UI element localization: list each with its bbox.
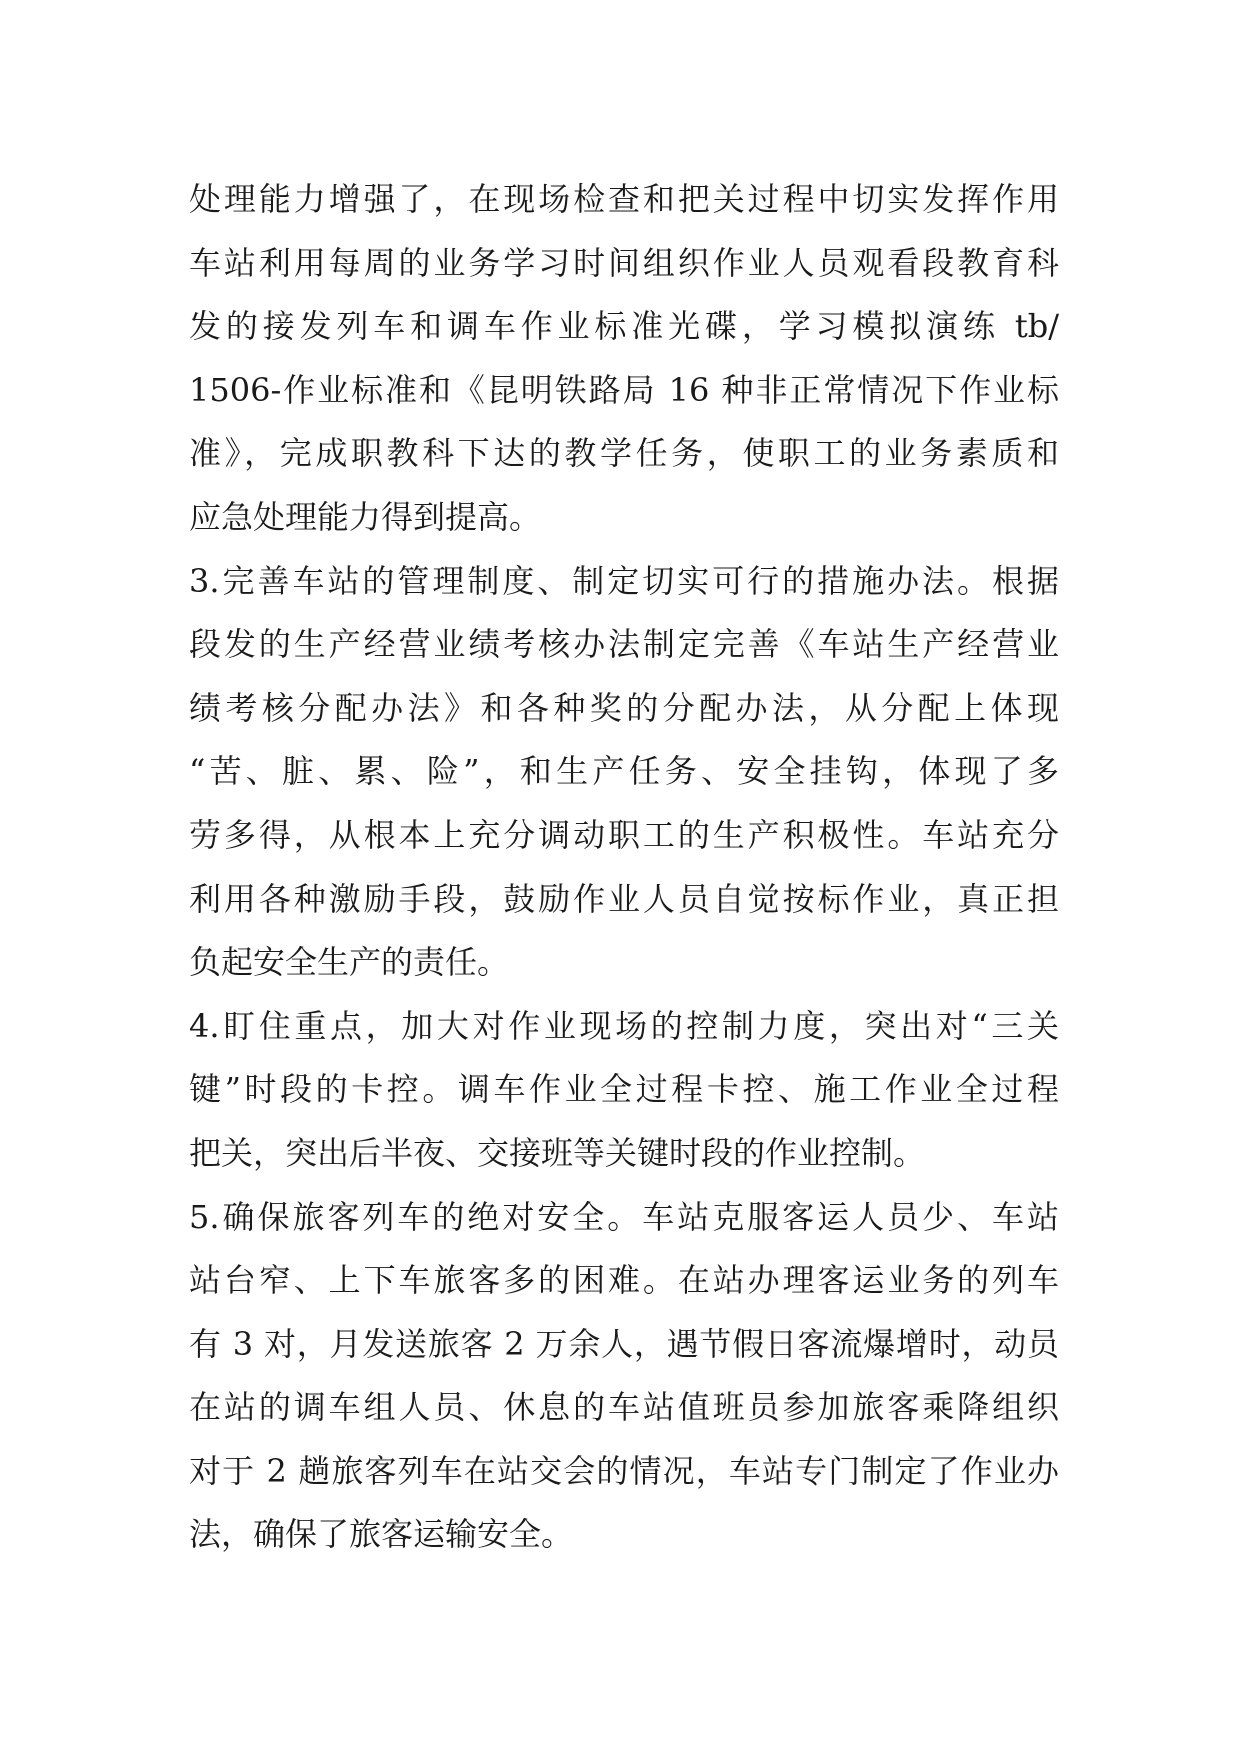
text-line: 4.盯住重点，加大对作业现场的控制力度，突出对“三关 — [189, 1006, 1059, 1045]
text-line: 绩考核分配办法》和各种奖的分配办法，从分配上体现 — [189, 688, 1059, 727]
text-line: 在站的调车组人员、休息的车站值班员参加旅客乘降组织 — [189, 1388, 1059, 1427]
text-line: 键”时段的卡控。调车作业全过程卡控、施工作业全过程 — [189, 1070, 1059, 1109]
text-line: 对于 2 趟旅客列车在站交会的情况，车站专门制定了作业办 — [189, 1451, 1059, 1490]
text-line: 发的接发列车和调车作业标准光碟，学习模拟演练 tb/ — [189, 307, 1059, 346]
text-line: 法，确保了旅客运输安全。 — [189, 1515, 574, 1554]
text-line: 负起安全生产的责任。 — [189, 943, 510, 982]
text-line: 段发的生产经营业绩考核办法制定完善《车站生产经营业 — [189, 625, 1059, 664]
text-line: 劳多得，从根本上充分调动职工的生产积极性。车站充分 — [189, 815, 1059, 854]
text-line: 车站利用每周的业务学习时间组织作业人员观看段教育科 — [189, 243, 1059, 282]
text-line: 有 3 对，月发送旅客 2 万余人，遇节假日客流爆增时，动员 — [189, 1324, 1059, 1363]
text-line: 1506-作业标准和《昆明铁路局 16 种非正常情况下作业标 — [189, 370, 1059, 409]
text-line: 站台窄、上下车旅客多的困难。在站办理客运业务的列车 — [189, 1261, 1059, 1300]
text-line: 应急处理能力得到提高。 — [189, 497, 542, 536]
text-line: 3.完善车站的管理制度、制定切实可行的措施办法。根据 — [189, 561, 1059, 600]
text-line: 准》，完成职教科下达的教学任务，使职工的业务素质和 — [189, 434, 1059, 473]
text-line: 把关，突出后半夜、交接班等关键时段的作业控制。 — [189, 1133, 926, 1172]
body-text — [189, 168, 1059, 1567]
text-line: “苦、脏、累、险”，和生产任务、安全挂钩，体现了多 — [189, 752, 1059, 791]
text-line: 利用各种激励手段，鼓励作业人员自觉按标作业，真正担 — [189, 879, 1059, 918]
text-line: 5.确保旅客列车的绝对安全。车站克服客运人员少、车站 — [189, 1197, 1059, 1236]
text-line: 处理能力增强了，在现场检查和把关过程中切实发挥作用 — [189, 180, 1059, 218]
